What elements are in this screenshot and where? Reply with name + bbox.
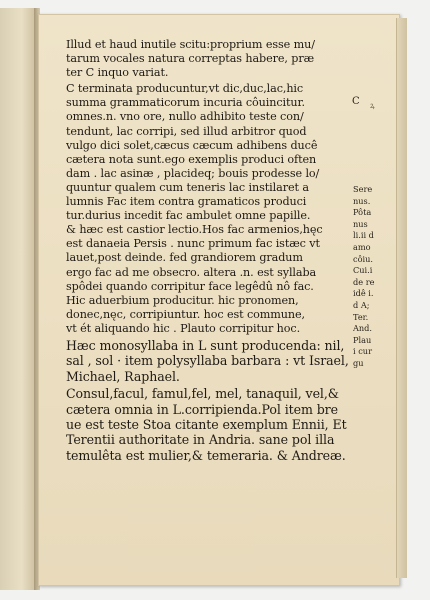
margin-notes — [353, 184, 393, 370]
text-line: cætera omnia in L.corripienda.Pol item bre — [66, 401, 338, 417]
margin-note: idê i. — [353, 288, 374, 299]
margin-letter-c: C — [352, 96, 360, 107]
text-line: Illud et haud inutile scitu:proprium esse mu/ — [66, 38, 315, 51]
text-line: summa grammaticorum incuria côuincitur. — [66, 96, 305, 110]
text-line: lumnis Fac item contra gramaticos produci — [66, 195, 307, 209]
margin-note: And. — [353, 323, 373, 334]
text-line: lauet,post deinde. fed grandiorem gradum — [66, 251, 303, 265]
text-line: Hic aduerbium producitur. hic pronomen, — [66, 293, 299, 307]
text-line: est danaeia Persis . nunc primum fac istæc vt — [66, 237, 320, 251]
text-line: Michael, Raphael. — [66, 368, 180, 384]
margin-note: Sere — [353, 184, 373, 194]
text-line: cætera nota sunt.ego exemplis produci often — [66, 152, 317, 166]
text-line: omnes.n. vno ore, nullo adhibito teste con/ — [66, 110, 304, 124]
margin-note: Cui.i — [353, 265, 373, 276]
text-line: vt ét aliquando hic . Plauto corripitur hoc. — [66, 321, 301, 335]
facing-page-edge — [0, 8, 37, 590]
text-line: tur.durius incedit fac ambulet omne papille. — [66, 209, 311, 223]
text-line: tendunt, lac corripi, sed illud arbitror quod — [66, 124, 307, 138]
margin-note: Pôta — [353, 207, 372, 218]
margin-note: Ter. — [353, 311, 369, 322]
margin-note: nus. — [353, 195, 371, 206]
text-line: C terminata producuntur,vt dic,duc,lac,hic — [66, 82, 304, 96]
margin-note: li.ii d — [353, 230, 374, 241]
margin-note: amo — [353, 241, 371, 252]
text-line: quuntur qualem cum teneris lac instilaret a — [66, 180, 309, 194]
margin-note: d A; — [353, 299, 370, 310]
margin-scribble: ꝝ — [370, 101, 375, 110]
text-line: donec,nęc, corripiuntur. hoc est commune, — [66, 307, 305, 321]
text-line: tarum vocales natura correptas habere, præ — [66, 52, 315, 66]
text-line: Hæc monosyllaba in L sunt producenda: nil, — [66, 337, 345, 353]
margin-note: côiu. — [353, 253, 374, 264]
text-line: spôdei quando corripitur face legêdû nô fac. — [66, 279, 314, 293]
page-fore-edge — [396, 18, 407, 578]
text-line: vulgo dici solet,cæcus cæcum adhibens ducê — [66, 138, 318, 152]
text-line: dam . lac asinæ , placideq; bouis prodesse lo/ — [66, 166, 320, 180]
margin-note: i cur — [353, 346, 372, 357]
text-line: Terentii authoritate in Andria. sane pol illa — [66, 432, 335, 448]
text-line: ter C inquo variat. — [66, 66, 169, 80]
margin-note: nus — [353, 218, 368, 229]
text-line: Consul,facul, famul,fel, mel, tanaquil, vel,& — [66, 386, 339, 402]
text-line: temulêta est mulier,& temeraria. & Andreæ. — [66, 447, 346, 463]
margin-note: Plau — [353, 334, 372, 345]
text-line: sal , sol · item polysyllaba barbara : vt Israel, — [66, 353, 349, 369]
text-line: ue est teste Stoa citante exemplum Ennii, Et — [66, 416, 347, 432]
text-line: ergo fac ad me obsecro. altera .n. est syllaba — [66, 265, 317, 279]
margin-note: de re — [353, 276, 375, 287]
text-line: & hæc est castior lectio.Hos fac armenios,hęc — [66, 223, 323, 237]
margin-note: gu — [353, 357, 364, 368]
page-text-block — [66, 38, 350, 463]
